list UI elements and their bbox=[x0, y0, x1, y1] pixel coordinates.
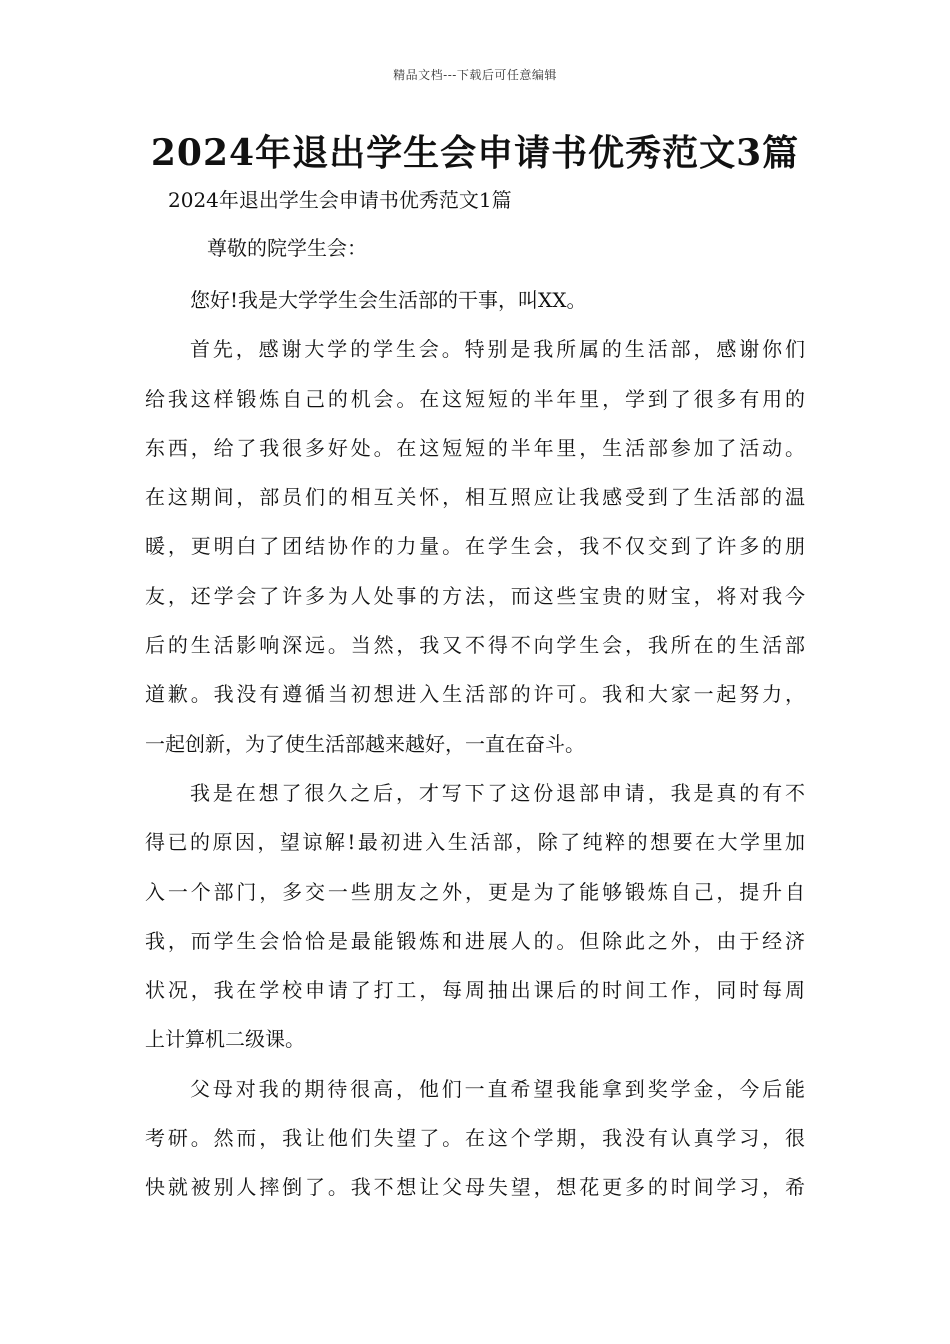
text-line: 我是在想了很久之后，才写下了这份退部申请，我是真的有不 bbox=[190, 780, 805, 805]
text-line: 状况，我在学校申请了打工，每周抽出课后的时间工作，同时每周 bbox=[145, 978, 805, 1003]
text-line: 在这期间，部员们的相互关怀，相互照应让我感受到了生活部的温 bbox=[145, 485, 805, 510]
text-line: 一起创新，为了使生活部越来越好，一直在奋斗。 bbox=[145, 731, 585, 756]
text-line: 考研。然而，我让他们失望了。在这个学期，我没有认真学习，很 bbox=[145, 1126, 805, 1151]
document-body bbox=[145, 232, 805, 1213]
text-line: 得已的原因，望谅解!最初进入生活部，除了纯粹的想要在大学里加 bbox=[145, 830, 805, 855]
salutation: 尊敬的院学生会： bbox=[207, 236, 367, 260]
paragraph-thanks bbox=[145, 325, 805, 769]
paragraph-parents bbox=[145, 1065, 805, 1213]
text-line: 父母对我的期待很高，他们一直希望我能拿到奖学金，今后能 bbox=[190, 1076, 805, 1101]
text-line: 上计算机二级课。 bbox=[145, 1027, 305, 1052]
text-line: 入一个部门，多交一些朋友之外，更是为了能够锻炼自己，提升自 bbox=[145, 879, 805, 904]
header-note: 精品文档---下载后可任意编辑 bbox=[393, 68, 557, 82]
paragraph-greeting bbox=[145, 276, 805, 325]
document-title: 2024年退出学生会申请书优秀范文3篇 bbox=[150, 132, 800, 174]
text-line: 后的生活影响深远。当然，我又不得不向学生会，我所在的生活部 bbox=[145, 633, 805, 658]
text-line: 道歉。我没有遵循当初想进入生活部的许可。我和大家一起努力， bbox=[145, 682, 805, 707]
paragraph-reason bbox=[145, 769, 805, 1065]
text-line: 我，而学生会恰恰是最能锻炼和进展人的。但除此之外，由于经济 bbox=[145, 928, 805, 953]
text-line: 友，还学会了许多为人处事的方法，而这些宝贵的财宝，将对我今 bbox=[145, 583, 805, 608]
text-line: 首先，感谢大学的学生会。特别是我所属的生活部，感谢你们 bbox=[190, 337, 805, 362]
text-line: 暖，更明白了团结协作的力量。在学生会，我不仅交到了许多的朋 bbox=[145, 534, 805, 559]
document-subtitle: 2024年退出学生会申请书优秀范文1篇 bbox=[168, 188, 512, 212]
text-line: 给我这样锻炼自己的机会。在这短短的半年里，学到了很多有用的 bbox=[145, 386, 805, 411]
text-line: 您好!我是大学学生会生活部的干事，叫XX。 bbox=[190, 288, 587, 312]
text-line: 东西，给了我很多好处。在这短短的半年里，生活部参加了活动。 bbox=[145, 435, 805, 460]
text-line: 快就被别人摔倒了。我不想让父母失望，想花更多的时间学习，希 bbox=[145, 1175, 805, 1200]
